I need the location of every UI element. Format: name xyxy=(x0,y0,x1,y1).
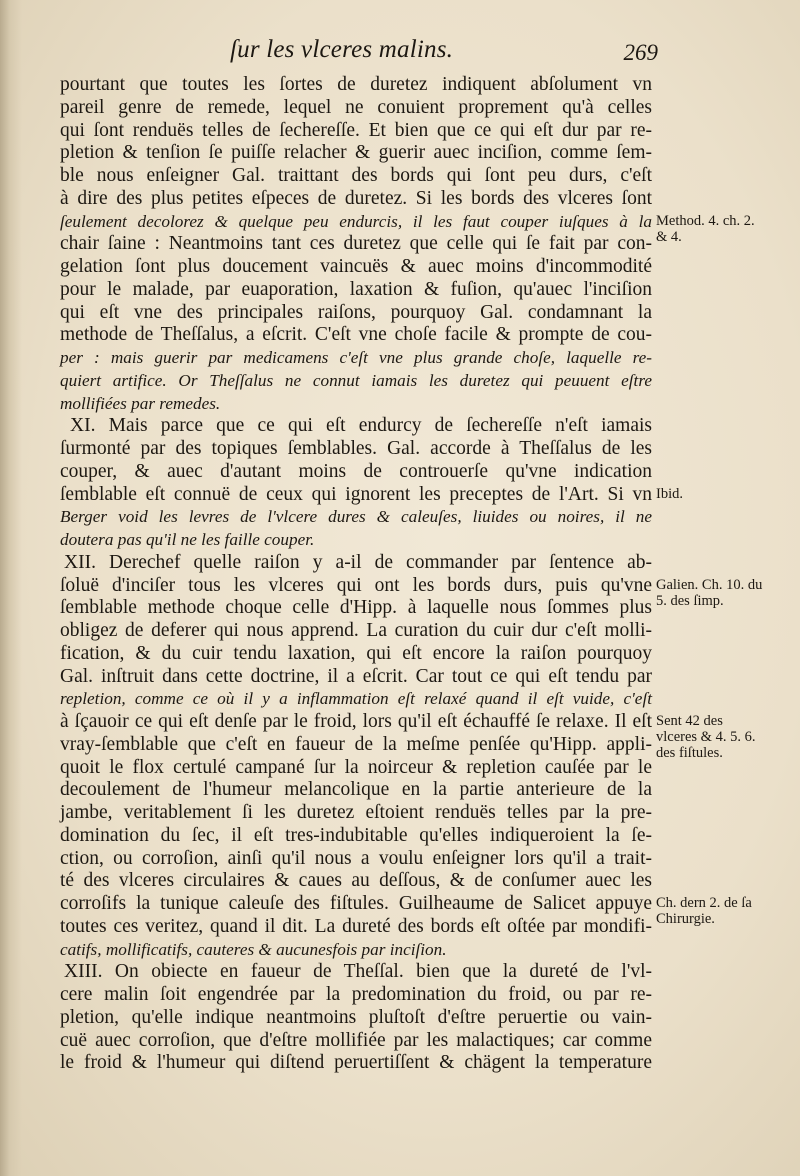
text-line: Berger void les levres de l'vlcere dures & caleuſes, liuides ou noires, il ne xyxy=(60,507,652,527)
text-line: quiert artifice. Or Theſſalus ne connut iamais les duretez qui peuuent eſtre xyxy=(60,370,652,390)
text-line: mollifiées par remedes. xyxy=(60,393,221,413)
text-line: quoit le flox certulé campané ſur la noirceur & repletion cauſée par le xyxy=(60,756,652,778)
text-line: té des vlceres circulaires & caues au deſſous, & de conſumer auec les xyxy=(60,870,652,892)
text-line: gelation ſont plus doucement vaincuës & auec moins d'incommodité xyxy=(60,256,652,277)
text-line: à dire des plus petites eſpeces de duretez. Si les bords des vlceres ſont xyxy=(60,187,652,209)
text-line: per : mais guerir par medicamens c'eſt vne plus grande choſe, laquelle re- xyxy=(60,348,652,367)
margin-note: Sent 42 des vlceres & 4. 5. 6. des fiſtules. xyxy=(656,713,756,761)
text-line: ſemblable methode choque celle d'Hipp. à laquelle nous ſommes plus xyxy=(60,597,652,619)
text-line: le froid & l'humeur qui diſtend peruertiſſent & chägent la temperature xyxy=(60,1052,652,1074)
text-line: vray-ſemblable que c'eſt en faueur de la meſme penſée qu'Hipp. appli- xyxy=(60,733,652,755)
text-line: XI. Mais parce que ce qui eſt endurcy de ſechereſſe n'eſt iamais xyxy=(70,415,652,437)
margin-note: Galien. Ch. 10. du 5. des ſimp. xyxy=(656,576,763,609)
text-line: XII. Derechef quelle raiſon y a-il de commander par ſentence ab- xyxy=(64,551,652,573)
margin-note: Ibid. xyxy=(656,485,683,502)
text-line: domination du ſec, il eſt tres-indubitable qu'elles indiqueroient la ſe- xyxy=(60,824,652,846)
text-line: ſoluë d'inciſer tous les vlceres qui ont les bords durs, puis qu'vne xyxy=(60,574,652,596)
text-line: pour le malade, par euaporation, laxation & fuſion, qu'auec l'inciſion xyxy=(60,278,652,300)
text-line: ſemblable eſt connuë de ceux qui ignorent les preceptes de l'Art. Si vn xyxy=(60,483,652,505)
running-title: ſur les vlceres malins. xyxy=(230,36,454,63)
text-line: XIII. On obiecte en faueur de Theſſal. bien que la dureté de l'vl- xyxy=(64,961,652,983)
text-line: pareil genre de remede, lequel ne conuient proprement qu'à celles xyxy=(60,96,652,118)
text-line: doutera pas qu'il ne les faille couper. xyxy=(60,530,315,549)
page-number: 269 xyxy=(623,40,658,65)
text-line: toutes ces veritez, quand il dit. La dureté des bords eſt oſtée par mondifi- xyxy=(60,915,652,937)
text-line: qui ſont renduës telles de ſechereſſe. Et bien que ce qui eſt dur par re- xyxy=(60,119,652,141)
text-line: jambe, veritablement ſi les duretez eſtoient renduës telles par la pre- xyxy=(60,802,652,823)
text-line: catifs, mollificatifs, cauteres & aucunesfois par inciſion. xyxy=(60,939,447,959)
page-header xyxy=(60,30,660,70)
text-line: ſeulement decolorez & quelque peu endurcis, il les faut couper iuſques à la xyxy=(60,211,652,231)
text-line: repletion, comme ce où il y a inflammation eſt relaxé quand il eſt vuide, c'eſt xyxy=(60,689,652,709)
text-line: fication, & du cuir tendu laxation, qui eſt encore la raiſon pourquoy xyxy=(60,642,652,664)
text-line: chair ſaine : Neantmoins tant ces duretez que celle qui ſe fait par con- xyxy=(60,233,652,255)
text-line: couper, & auec d'autant moins de controuerſe qu'vne indication xyxy=(60,460,652,482)
text-line: cere malin ſoit engendrée par la predomination du froid, ou par re- xyxy=(60,984,652,1005)
text-line: qui eſt vne des principales raiſons, pourquoy Gal. condamnant la xyxy=(60,301,652,323)
page-gutter-shadow xyxy=(0,0,22,1176)
text-line: pletion, qu'elle indique neantmoins pluſtoſt d'eſtre peruertie ou vain- xyxy=(60,1006,652,1028)
text-line: ſurmonté par des topiques ſemblables. Gal. accorde à Theſſalus de les xyxy=(60,438,652,459)
text-line: pourtant que toutes les ſortes de duretez indiquent abſolument vn xyxy=(60,74,652,95)
body-text xyxy=(60,74,652,1075)
text-line: pletion & tenſion ſe puiſſe relacher & guerir auec inciſion, comme ſem- xyxy=(60,142,652,164)
text-line: methode de Theſſalus, a eſcrit. C'eſt vne choſe facile & prompte de cou- xyxy=(60,324,652,346)
text-line: ction, ou corroſion, ainſi qu'il nous a voulu enſeigner lors qu'il a trait- xyxy=(60,847,652,869)
text-line: ble nous enſeigner Gal. traittant des bords qui ſont peu durs, c'eſt xyxy=(60,165,652,186)
margin-note: Ch. dern 2. de ſa Chirurgie. xyxy=(656,895,752,927)
text-line: cuë auec corroſion, que d'eſtre mollifiée par les malactiques; car comme xyxy=(60,1029,652,1051)
text-line: obligez de deferer qui nous apprend. La curation du cuir dur c'eſt molli- xyxy=(60,620,652,641)
text-line: Gal. inſtruit dans cette doctrine, il a eſcrit. Car tout ce qui eſt tendu par xyxy=(60,665,652,687)
text-line: decoulement de l'humeur melancolique en la partie anterieure de la xyxy=(60,779,652,801)
margin-note: Method. 4. ch. 2. & 4. xyxy=(656,212,755,245)
text-line: à ſçauoir ce qui eſt denſe par le froid, lors qu'il eſt échauffé ſe relaxe. Il eſt xyxy=(60,711,652,732)
text-line: corroſifs la tunique caleuſe des fiſtules. Guilheaume de Salicet appuye xyxy=(60,893,652,914)
